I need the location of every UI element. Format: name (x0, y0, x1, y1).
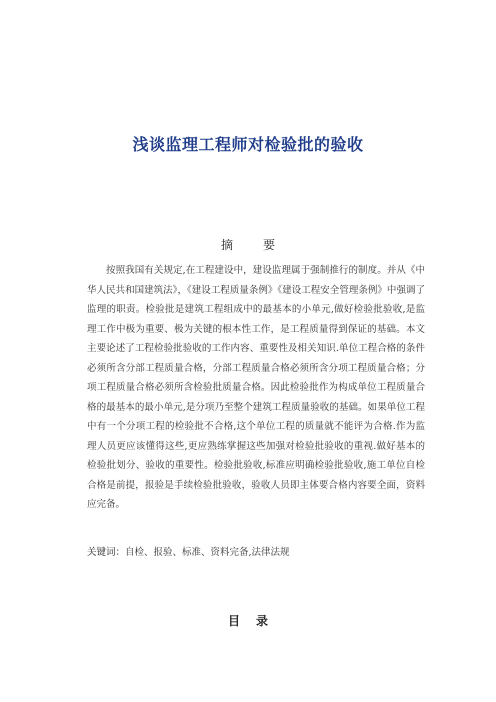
abstract-body: 按照我国有关规定,在工程建设中，建设监理属于强制推行的制度。并从《中华人民共和国建筑法》，《建设工程质量条例》《建设工程安全管理条例》中强调了监理的职责。检验批是建筑工程组成中的最基本的小单元,做好检验批验收,是监理工作中极为重要、极为关键的根本性工作，是工程质量得到保证的基础。本文主要论述了工程检验批验收的工作内容、重要性及相关知识.单位工程合格的条件必须所含分部工程质量合格，分部工程质量合格必须所含分项工程质量合格；分项工程质量合格必须所含检验批质量合格。因此检验批作为构成单位工程质量合格的最基本的最小单元,是分项乃至整个建筑工程质量验收的基础。如果单位工程中有一个分项工程的检验批不合格,这个单位工程的质量就不能评为合格.作为监理人员更应该懂得这些,更应熟练掌握这些加强对检验批验收的重视.做好基本的检验批划分、验收的重要性。检验批验收,标准应明确检验批验收,施工单位自检合格是前提，报验是手续检验批验收，验收人员即主体要合格内容要全面，资料应完备。 (87, 265, 425, 510)
document-title: 浅谈监理工程师对检验批的验收 (132, 135, 364, 154)
abstract-heading-char-2: 要 (263, 238, 276, 252)
keywords-label: 关键词： (87, 547, 126, 558)
abstract-heading (0, 236, 496, 253)
toc-heading-char-2: 录 (256, 614, 269, 628)
keywords-value: 自检、报验、标准、资料完备,法律法规 (125, 547, 290, 558)
keywords-line (87, 544, 427, 558)
toc-heading-char-1: 目 (227, 614, 240, 628)
abstract-heading-char-1: 摘 (220, 238, 233, 252)
toc-heading (0, 612, 496, 629)
